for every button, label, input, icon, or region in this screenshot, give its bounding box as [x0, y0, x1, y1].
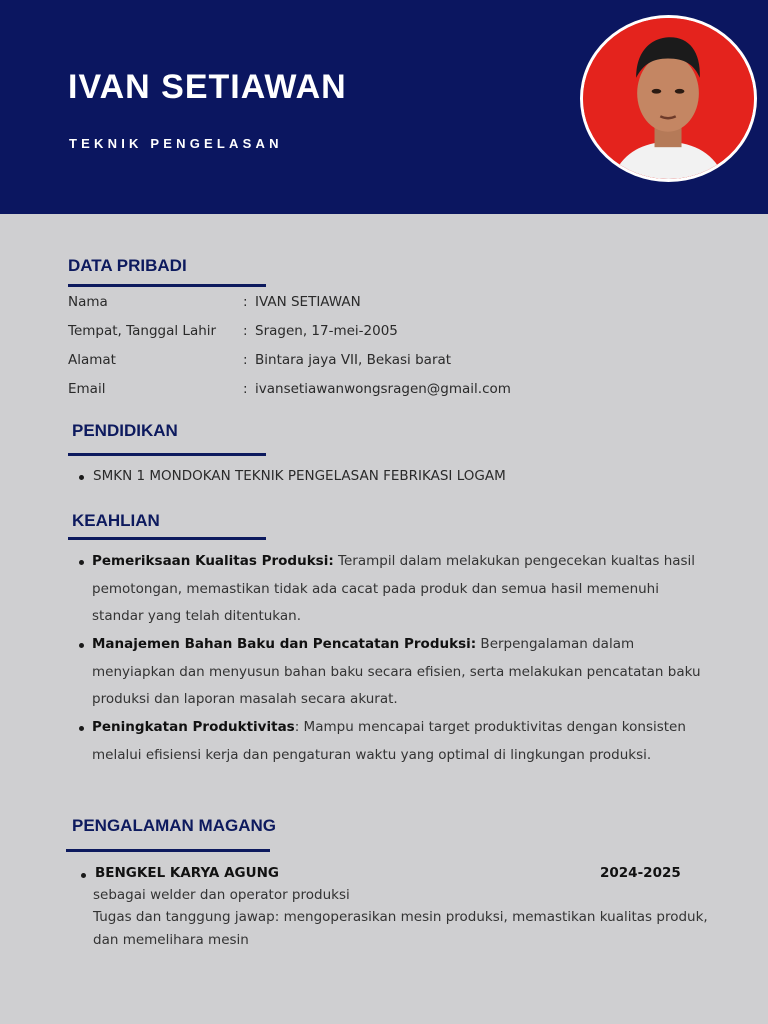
skill-name: Manajemen Bahan Baku dan Pencatatan Produksi: [92, 636, 477, 652]
skill-desc: Terampil dalam melakukan pengecekan kualtas hasil pemotongan, memastikan tidak ada cacat pada produk dan semua hasil memenuhi standar yang telah ditentukan. [92, 553, 696, 624]
internship-section [72, 816, 276, 836]
education-item: SMKN 1 MONDOKAN TEKNIK PENGELASAN FEBRIKASI LOGAM [93, 468, 506, 484]
candidate-name: IVAN SETIAWAN [68, 68, 347, 106]
personal-data-heading: DATA PRIBADI [68, 256, 187, 275]
info-colon: : [243, 294, 248, 310]
person-silhouette-icon [583, 18, 754, 179]
personal-data-section [68, 256, 187, 276]
skill-desc: : Mampu mencapai target produktivitas dengan konsisten melalui efisiensi kerja dan pengaturan waktu yang optimal di lingkungan produksi. [92, 719, 686, 763]
info-value: ivansetiawanwongsragen@gmail.com [255, 381, 511, 397]
info-colon: : [243, 352, 248, 368]
skill-name: Peningkatan Produktivitas [92, 719, 295, 735]
skills-section [72, 511, 160, 531]
info-label: Email [68, 381, 106, 397]
skills-heading: KEAHLIAN [72, 511, 160, 530]
skill-item [92, 548, 704, 631]
internship-underline [66, 849, 270, 852]
education-section [72, 421, 178, 441]
profile-photo [580, 15, 757, 182]
info-label: Nama [68, 294, 108, 310]
skill-desc: Berpengalaman dalam menyiapkan dan menyusun bahan baku secara efisien, serta melakukan pencatatan baku produksi dan laporan masalah secara akurat. [92, 636, 701, 707]
personal-data-underline [68, 284, 266, 287]
skill-name: Pemeriksaan Kualitas Produksi: [92, 553, 334, 569]
info-colon: : [243, 323, 248, 339]
info-colon: : [243, 381, 248, 397]
candidate-profession: TEKNIK PENGELASAN [69, 136, 283, 151]
internship-years: 2024-2025 [600, 865, 681, 881]
skill-item [92, 631, 704, 714]
internship-duties: Tugas dan tanggung jawap: mengoperasikan mesin produksi, memastikan kualitas produk, dan memelihara mesin [93, 909, 708, 948]
header-banner [0, 0, 768, 214]
info-value: Sragen, 17-mei-2005 [255, 323, 398, 339]
info-value: IVAN SETIAWAN [255, 294, 361, 310]
info-label: Tempat, Tanggal Lahir [68, 323, 217, 339]
internship-heading: PENGALAMAN MAGANG [72, 816, 276, 835]
education-heading: PENDIDIKAN [72, 421, 178, 440]
info-value: Bintara jaya VII, Bekasi barat [255, 352, 452, 368]
skills-underline [68, 537, 266, 540]
education-underline [68, 453, 266, 456]
internship-company: BENGKEL KARYA AGUNG [95, 865, 279, 881]
info-label: Alamat [68, 352, 116, 368]
skill-item [92, 714, 704, 769]
internship-role: sebagai welder dan operator produksi [93, 887, 350, 903]
